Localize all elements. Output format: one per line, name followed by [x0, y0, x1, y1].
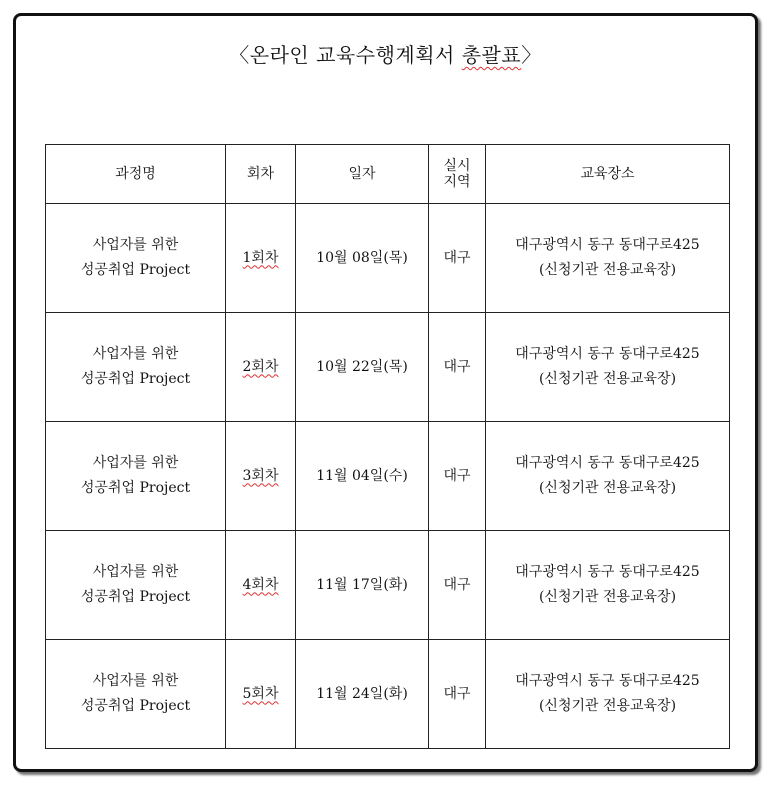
- place-line2: (신청기관 전용교육장): [538, 589, 677, 605]
- course-line2: 성공취업 Project: [80, 480, 191, 496]
- table-row: [46, 422, 730, 531]
- cell-round: [226, 531, 296, 640]
- cell-place: [486, 313, 730, 422]
- round-label: 5회차: [242, 685, 279, 702]
- cell-course: [46, 640, 226, 749]
- place-line1: 대구광역시 동구 동대구로425: [515, 237, 700, 253]
- cell-date: 11월 17일(화): [296, 531, 429, 640]
- header-region-line1: 실시: [443, 158, 471, 174]
- place-line1: 대구광역시 동구 동대구로425: [515, 673, 700, 689]
- cell-place: [486, 204, 730, 313]
- table-row: [46, 640, 730, 749]
- cell-round: [226, 204, 296, 313]
- round-label: 2회차: [242, 358, 279, 375]
- course-line1: 사업자를 위한: [92, 237, 179, 253]
- round-label: 3회차: [242, 467, 279, 484]
- cell-region: 대구: [429, 422, 486, 531]
- place-line2: (신청기관 전용교육장): [538, 480, 677, 496]
- cell-round: [226, 422, 296, 531]
- course-line2: 성공취업 Project: [80, 262, 191, 278]
- header-course: 과정명: [46, 145, 226, 204]
- place-line2: (신청기관 전용교육장): [538, 371, 677, 387]
- cell-region: 대구: [429, 204, 486, 313]
- place-line2: (신청기관 전용교육장): [538, 262, 677, 278]
- course-line1: 사업자를 위한: [92, 346, 179, 362]
- cell-date: 10월 08일(목): [296, 204, 429, 313]
- course-line1: 사업자를 위한: [92, 673, 179, 689]
- header-region-line2: 지역: [443, 174, 471, 190]
- cell-date: 11월 24일(화): [296, 640, 429, 749]
- place-line1: 대구광역시 동구 동대구로425: [515, 346, 700, 362]
- table-row: [46, 204, 730, 313]
- place-line1: 대구광역시 동구 동대구로425: [515, 564, 700, 580]
- cell-round: [226, 640, 296, 749]
- header-region: [429, 145, 486, 204]
- header-date: 일자: [296, 145, 429, 204]
- schedule-table: [45, 144, 730, 749]
- cell-date: 11월 04일(수): [296, 422, 429, 531]
- cell-course: [46, 204, 226, 313]
- cell-date: 10월 22일(목): [296, 313, 429, 422]
- place-line2: (신청기관 전용교육장): [538, 698, 677, 714]
- title-prefix: 〈온라인 교육수행계획서: [229, 43, 462, 67]
- header-round: 회차: [226, 145, 296, 204]
- cell-round: [226, 313, 296, 422]
- cell-place: [486, 640, 730, 749]
- cell-region: 대구: [429, 313, 486, 422]
- course-line1: 사업자를 위한: [92, 455, 179, 471]
- header-place: 교육장소: [486, 145, 730, 204]
- round-label: 1회차: [242, 249, 279, 266]
- cell-place: [486, 422, 730, 531]
- course-line2: 성공취업 Project: [80, 698, 191, 714]
- course-line1: 사업자를 위한: [92, 564, 179, 580]
- document-page: [13, 13, 758, 772]
- cell-course: [46, 531, 226, 640]
- table-header-row: [46, 145, 730, 204]
- cell-region: 대구: [429, 531, 486, 640]
- place-line1: 대구광역시 동구 동대구로425: [515, 455, 700, 471]
- cell-course: [46, 313, 226, 422]
- course-line2: 성공취업 Project: [80, 371, 191, 387]
- document-title: [16, 39, 755, 68]
- cell-place: [486, 531, 730, 640]
- table-row: [46, 531, 730, 640]
- cell-course: [46, 422, 226, 531]
- course-line2: 성공취업 Project: [80, 589, 191, 605]
- title-emphasis: 총괄표: [461, 43, 522, 67]
- table-row: [46, 313, 730, 422]
- title-suffix: 〉: [521, 43, 542, 67]
- cell-region: 대구: [429, 640, 486, 749]
- round-label: 4회차: [242, 576, 279, 593]
